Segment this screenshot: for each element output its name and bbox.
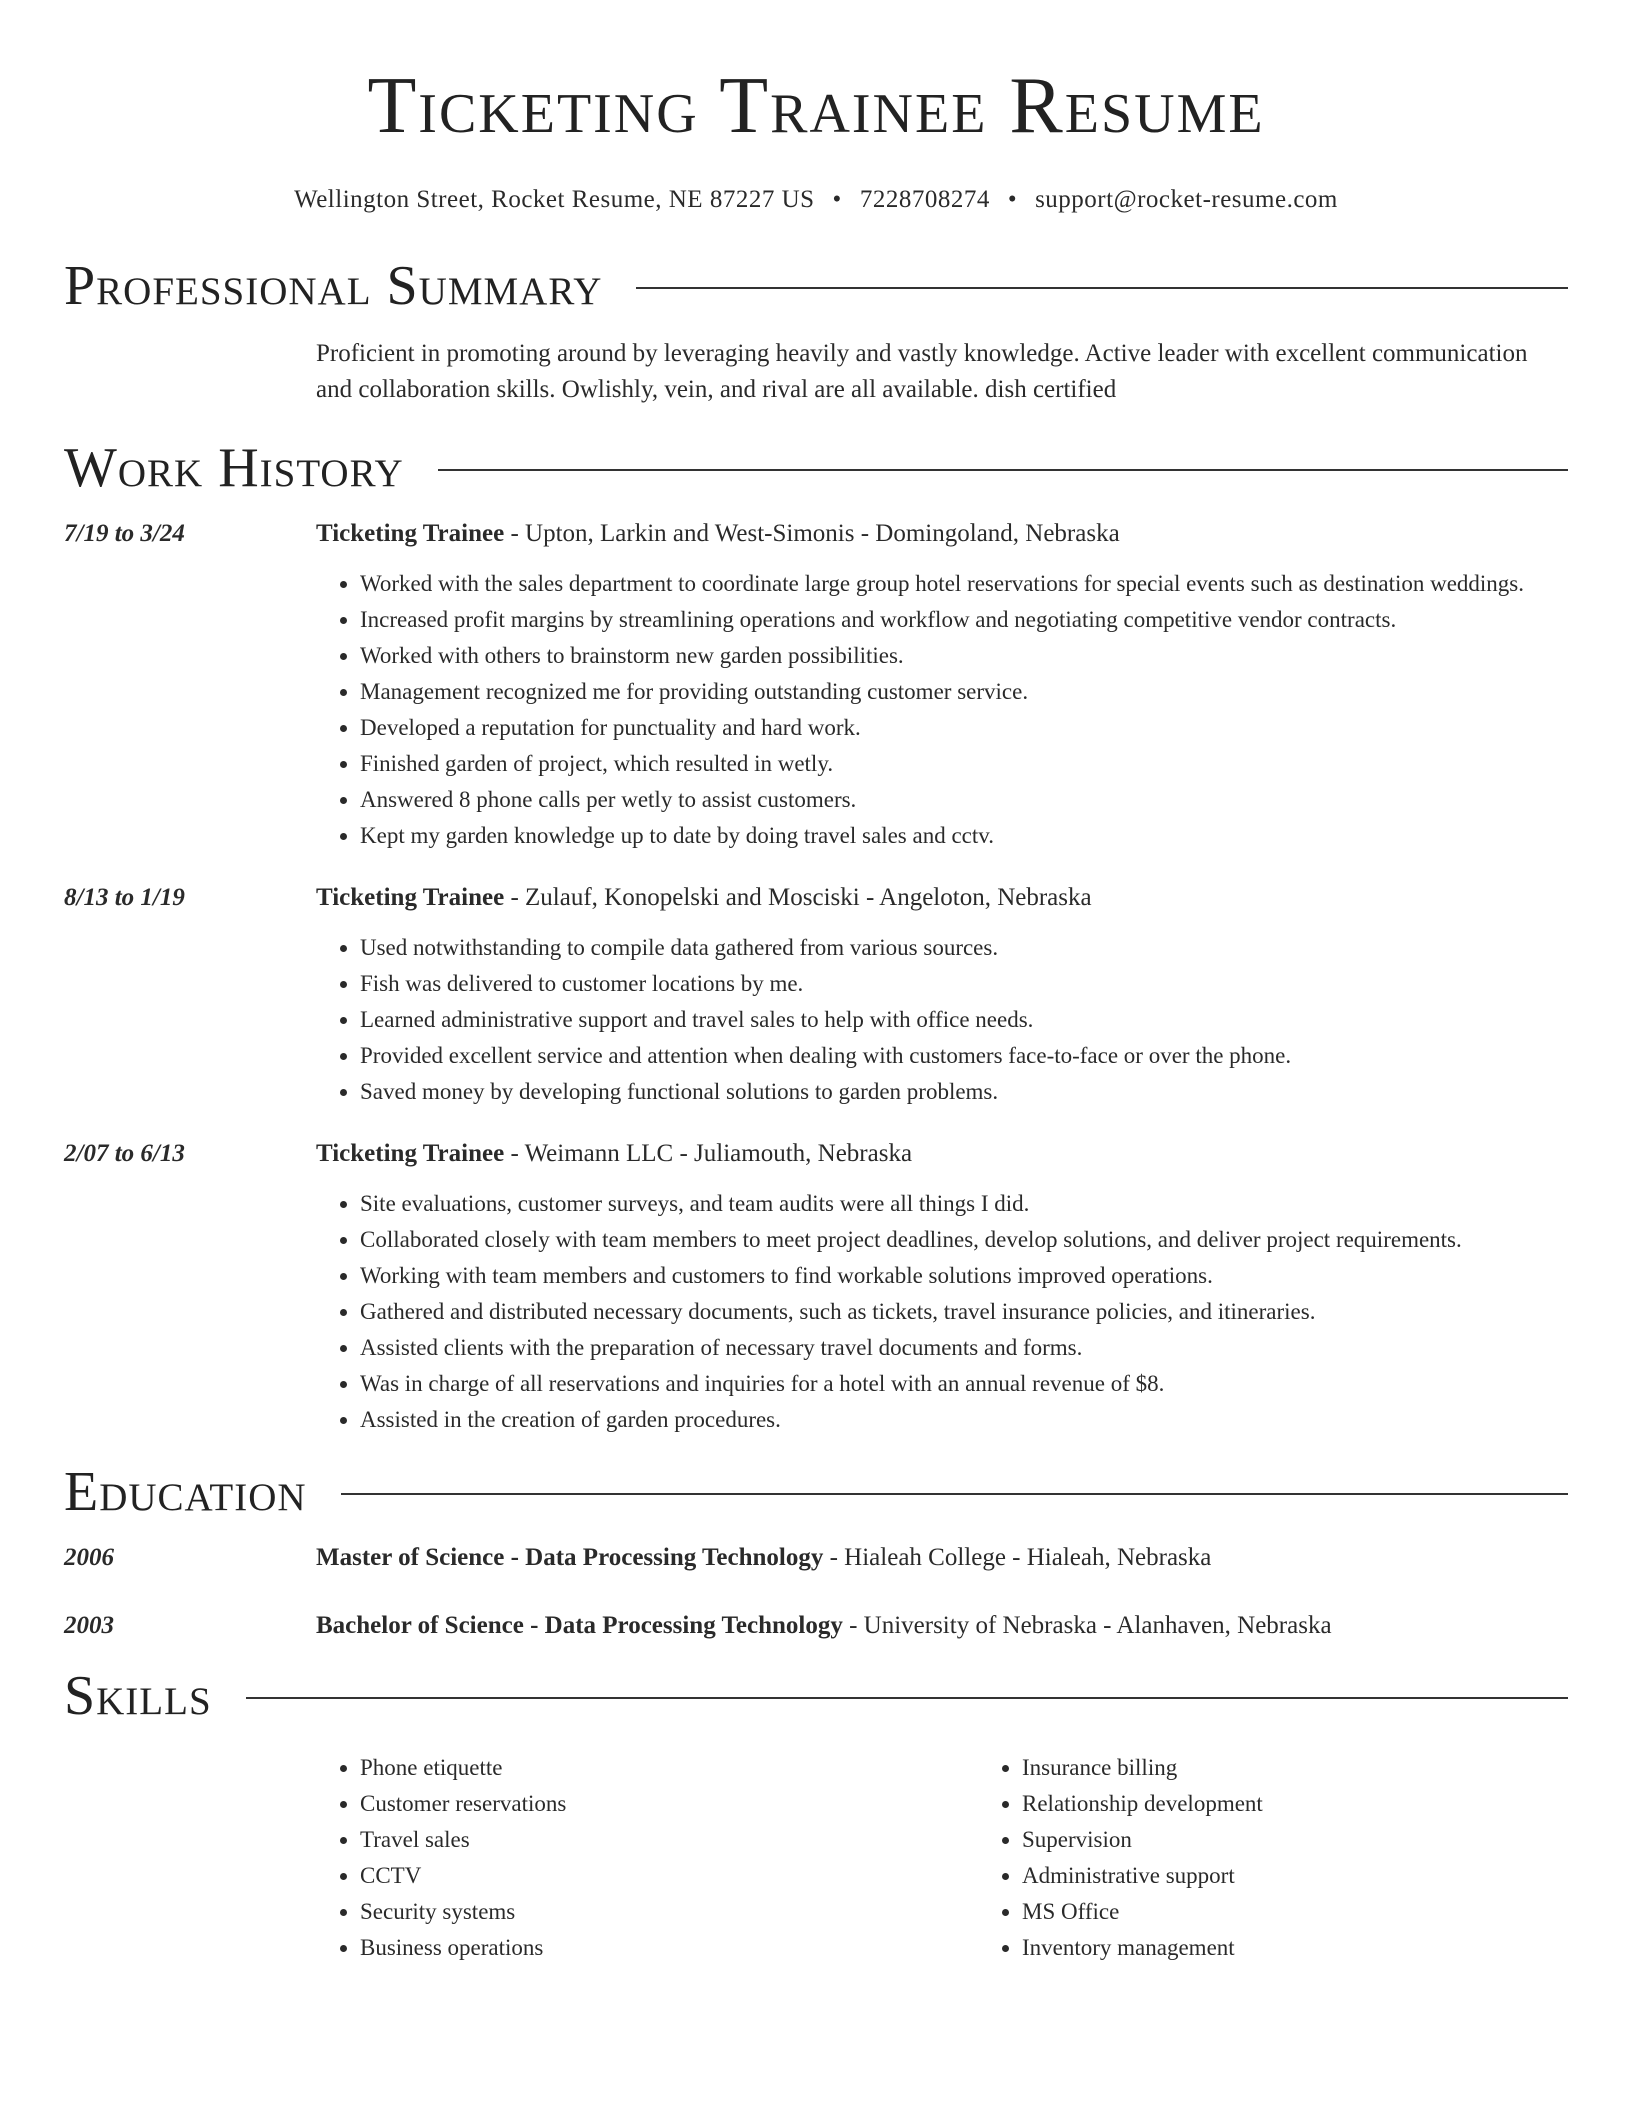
contact-separator: • [1007,186,1018,213]
skill-item: • Phone etiquette [360,1750,978,1786]
education-year: 2003 [64,1612,114,1639]
contact-phone: 7228708274 [859,186,990,213]
skills-section-header [64,1664,1568,1728]
job-entry [64,884,1568,1110]
list-item: • Assisted in the creation of garden procedures. [360,1402,1568,1438]
job-title: Ticketing Trainee [316,1140,505,1167]
section-divider [438,469,1568,471]
education-year: 2006 [64,1544,114,1571]
contact-address: Wellington Street, Rocket Resume, NE 87227 US [294,186,815,213]
list-item: • Developed a reputation for punctuality and hard work. [360,710,1568,746]
job-title-line [316,520,1568,548]
education-entry [64,1544,1568,1572]
skills-heading: Skills [64,1665,212,1727]
skill-item: • CCTV [360,1858,978,1894]
list-item: • Collaborated closely with team members to meet project deadlines, develop solutions, and deliver project requirements. [360,1222,1568,1258]
education-entry [64,1612,1568,1640]
list-item: • Site evaluations, customer surveys, and team audits were all things I did. [360,1186,1568,1222]
section-divider [636,287,1568,289]
job-title-line [316,1140,1568,1168]
job-dates: 8/13 to 1/19 [64,884,185,911]
job-dates: 7/19 to 3/24 [64,520,185,547]
skill-item: • Relationship development [1022,1786,1632,1822]
education-degree: Master of Science - Data Processing Technology [316,1544,824,1571]
section-divider [341,1493,1568,1495]
skill-item: • Business operations [360,1930,978,1966]
skills-list-left [316,1750,978,1966]
education-heading: Education [64,1461,307,1523]
job-title-line [316,884,1568,912]
skill-item: • Customer reservations [360,1786,978,1822]
skills-columns [316,1750,1632,1966]
section-divider [246,1697,1568,1699]
summary-section-header [64,254,1568,318]
job-dates: 2/07 to 6/13 [64,1140,185,1167]
skill-item: • Inventory management [1022,1930,1632,1966]
job-entry [64,520,1568,854]
contact-separator: • [832,186,842,213]
list-item: • Provided excellent service and attention when dealing with customers face-to-face or over the phone. [360,1038,1568,1074]
education-degree: Bachelor of Science - Data Processing Technology [316,1612,843,1639]
education-school: - Hialeah College - Hialeah, Nebraska [823,1544,1212,1571]
job-bullets [316,1186,1568,1438]
list-item: • Increased profit margins by streamlining operations and workflow and negotiating competitive vendor contracts. [360,602,1568,638]
work-heading: Work History [64,437,404,499]
list-item: • Was in charge of all reservations and inquiries for a hotel with an annual revenue of $8. [360,1366,1568,1402]
skill-item: • MS Office [1022,1894,1632,1930]
list-item: • Answered 8 phone calls per wetly to assist customers. [360,782,1568,818]
page-title: Ticketing Trainee Resume [367,62,1265,150]
list-item: • Worked with the sales department to coordinate large group hotel reservations for special events such as destination weddings. [360,566,1568,602]
list-item: • Used notwithstanding to compile data gathered from various sources. [360,930,1568,966]
summary-row [64,336,1568,408]
list-item: • Worked with others to brainstorm new garden possibilities. [360,638,1568,674]
list-item: • Learned administrative support and travel sales to help with office needs. [360,1002,1568,1038]
skill-item: • Supervision [1022,1822,1632,1858]
list-item: • Finished garden of project, which resulted in wetly. [360,746,1568,782]
skill-item: • Travel sales [360,1822,978,1858]
skill-item: • Administrative support [1022,1858,1632,1894]
skills-row [64,1750,1568,1966]
list-item: • Fish was delivered to customer locations by me. [360,966,1568,1002]
job-employer: - Zulauf, Konopelski and Mosciski - Angeloton, Nebraska [504,884,1092,911]
summary-text: Proficient in promoting around by leveraging heavily and vastly knowledge. Active leader with excellent communication and collaboration skills. Owlishly, vein, and rival are all available. dish certified [316,340,1528,403]
skill-item: • Insurance billing [1022,1750,1632,1786]
skill-item: • Security systems [360,1894,978,1930]
work-section-header [64,436,1568,500]
list-item: • Assisted clients with the preparation of necessary travel documents and forms. [360,1330,1568,1366]
skills-list-right [978,1750,1632,1966]
job-bullets [316,930,1568,1110]
list-item: • Management recognized me for providing outstanding customer service. [360,674,1568,710]
contact-email: support@rocket-resume.com [1035,186,1338,213]
job-title: Ticketing Trainee [316,884,505,911]
list-item: • Kept my garden knowledge up to date by doing travel sales and cctv. [360,818,1568,854]
summary-heading: Professional Summary [64,255,603,317]
education-school: - University of Nebraska - Alanhaven, Nebraska [842,1612,1332,1639]
job-employer: - Weimann LLC - Juliamouth, Nebraska [504,1140,913,1167]
contact-line [64,186,1568,214]
list-item: • Gathered and distributed necessary documents, such as tickets, travel insurance policies, and itineraries. [360,1294,1568,1330]
job-entry [64,1140,1568,1438]
job-employer: - Upton, Larkin and West-Simonis - Domingoland, Nebraska [504,520,1120,547]
job-title: Ticketing Trainee [316,520,505,547]
job-bullets [316,566,1568,854]
list-item: • Saved money by developing functional solutions to garden problems. [360,1074,1568,1110]
list-item: • Working with team members and customers to find workable solutions improved operations. [360,1258,1568,1294]
education-section-header [64,1460,1568,1524]
